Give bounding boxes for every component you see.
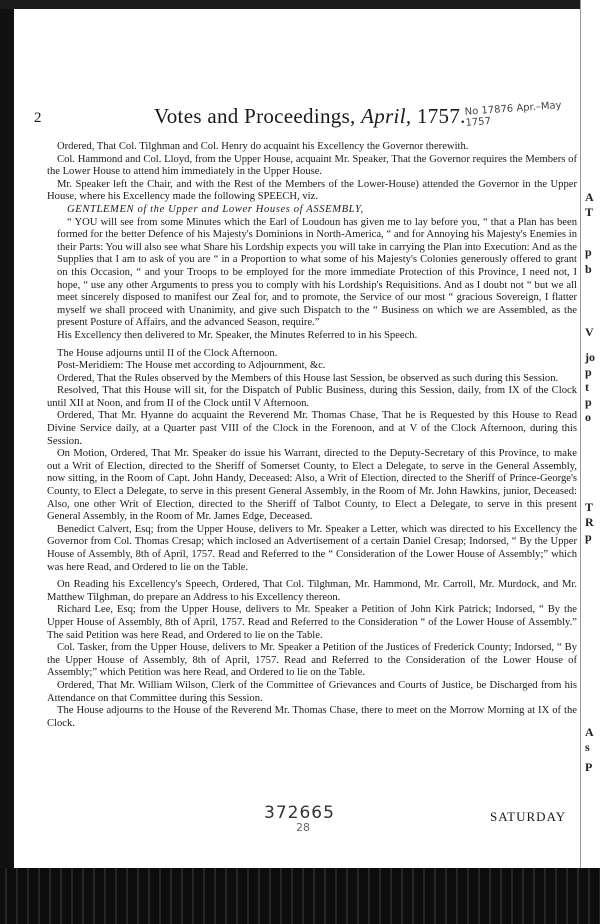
margin-fragment: A <box>585 725 594 739</box>
paragraph: Richard Lee, Esq; from the Upper House, delivers to Mr. Speaker a Petition of John Kirk Patrick; Indorsed, “ By the Upper House of Assembly, 8th of April, 1757. Read and Referred to the Consideration “ of the Lower House of Assembly.” The said Petition was here Read, and Ordered to lie on the Table. <box>47 604 577 641</box>
margin-fragment: A <box>585 190 594 204</box>
margin-fragment: T <box>585 500 594 514</box>
paragraph: Col. Hammond and Col. Lloyd, from the Upper House, acquaint Mr. Speaker, That the Governor requires the Members of the Lower House to attend him immediately in the Upper House. <box>47 153 577 178</box>
paragraph: Ordered, That the Rules observed by the Members of this House last Session, be observed as such during this Session. <box>57 372 559 384</box>
running-head <box>154 104 466 129</box>
catchword: SATURDAY <box>490 809 567 824</box>
scanner-border-bottom <box>0 868 600 924</box>
margin-fragment: P <box>585 760 593 774</box>
paragraph: Ordered, That Col. Tilghman and Col. Henry do acquaint his Excellency the Governor therewith. <box>57 141 469 152</box>
margin-fragment: V <box>585 325 594 339</box>
margin-fragment: p <box>585 395 592 409</box>
margin-fragment: R <box>585 515 594 529</box>
speech-text: “ YOU will see from some Minutes which the Earl of Loudoun has given me to lay before you, “ that a Plan has been formed for the better Defence of his Majesty's Dominions in North-America, “ and for Annoying his Majesty's Enemies in their Parts: You will also see what Share his Lordship expects you will take in carrying the Plan into Execution: And as the Supplies that I am to ask of you are “ in a Proportion to what some of his Majesty's Colonies generously offered to grant on this Occasion, “ and your Troops to be employed for the more immediate Protection of this Province, I need not, I hope, “ use any other Arguments to press you to comply with his Lordship's Requisitions. And as I doubt not “ but we all meet sincerely disposed to manifest our Zeal for, and to promote, the Service of our most “ gracious Sovereign, I flatter myself we shall proceed with Unanimity, and give such Dispatch to the “ Business on which we are Assembled, as the present Posture of Affairs, and the advanced Season, require.” <box>57 216 577 329</box>
handwritten-accession-number: 372665 <box>264 803 335 823</box>
paragraph: The House adjourns to the House of the Reverend Mr. Thomas Chase, there to meet on the Morrow Morning at IX of the Clock. <box>47 705 577 729</box>
paragraph: Ordered, That Mr. Hyanne do acquaint the Reverend Mr. Thomas Chase, That he is Requested by this House to Read Divine Service daily, at a Quarter past VIII of the Clock in the Forenoon, and at V of the Clock Afternoon, during this Session. <box>47 410 577 447</box>
margin-fragment: jo <box>585 350 595 364</box>
paragraph: The House adjourns until II of the Clock Afternoon. <box>57 347 278 359</box>
running-head-title: Votes and Proceedings, <box>154 104 362 128</box>
paragraph: Col. Tasker, from the Upper House, delivers to Mr. Speaker a Petition of the Justices of Frederick County; Indorsed, “ By the Upper House of Assembly, 8th of April, 1757. Read and Referred to the Consideration of the Lower House of Assembly;” which Petition was here Read, and Ordered to lie on the Table. <box>47 642 577 679</box>
page-number: 2 <box>34 110 42 126</box>
body-text <box>47 141 577 730</box>
running-head-year: 1757. <box>411 104 466 128</box>
margin-fragment: T <box>585 205 594 219</box>
paragraph: On Motion, Ordered, That Mr. Speaker do issue his Warrant, directed to the Deputy-Secretary of this Province, to make out a Writ of Election, directed to the Sheriff of Somerset County, to Elect a Delegate, to serve in the General Assembly, now sitting, in the Room of Capt. John Handy, Deceased: Also, a Writ of Election, directed to the Sheriff of Prince-George's County, to Elect a Delegate, to serve in this present General Assembly, in the Room of Mr. John Hawkins, junior, Deceased: Also, one other Writ of Election, directed to the Sheriff of Talbot County, to Elect a Delegate, to serve in this present General Assembly, in the Room of Mr. James Edge, Deceased. <box>47 448 577 523</box>
scanner-border-top <box>0 0 600 9</box>
margin-fragment: b <box>585 262 592 276</box>
paragraph: Ordered, That Mr. William Wilson, Clerk of the Committee of Grievances and Courts of Justice, be Discharged from his Attendance on that Committee during this Session. <box>47 679 577 704</box>
handwritten-small-number: 28 <box>296 821 310 834</box>
scanner-border-left <box>0 0 14 924</box>
paragraph: Resolved, That this House will sit, for the Dispatch of Public Business, during this Session, daily, from IX of the Clock until XII at Noon, and from II of the Clock until V Afternoon. <box>47 385 577 409</box>
document-page <box>14 9 580 868</box>
margin-fragment: t <box>585 380 589 394</box>
margin-fragment: p <box>585 530 592 544</box>
margin-fragment: s <box>585 740 590 754</box>
running-head-month: April, <box>361 104 412 128</box>
paragraph: Mr. Speaker left the Chair, and with the Rest of the Members of the Lower-House) attended the Governor in the Upper House, where his Excellency made the following SPEECH, viz. <box>47 178 577 203</box>
margin-fragment: p <box>585 365 592 379</box>
paragraph: On Reading his Excellency's Speech, Ordered, That Col. Tilghman, Mr. Hammond, Mr. Carroll, Mr. Murdock, and Mr. Matthew Tilghman, do prepare an Address to his Excellency thereon. <box>47 579 577 603</box>
margin-fragment: o <box>585 410 591 424</box>
paragraph: Benedict Calvert, Esq; from the Upper House, delivers to Mr. Speaker a Letter, which was directed to his Excellency the Governor from Col. Thomas Cresap; which inclosed an Advertisement of a certain Daniel Cresap; Indorsed, “ By the Upper House of Assembly, 8th of April, 1757. Read and Referred to the “ Consideration of the Lower House of Assembly;” which was here Read, and Ordered to lie on the Table. <box>47 523 577 573</box>
paragraph: Post-Meridiem: The House met according to Adjournment, &c. <box>57 360 326 372</box>
speech-heading: GENTLEMEN of the Upper and Lower Houses of ASSEMBLY, <box>67 203 364 215</box>
margin-fragment: p <box>585 245 592 259</box>
adjacent-page-edge <box>580 0 600 870</box>
paragraph: His Excellency then delivered to Mr. Speaker, the Minutes Referred to in his Speech. <box>57 329 418 341</box>
handwritten-catalog-note: No 17876 Apr.–May 1757 <box>464 100 562 129</box>
